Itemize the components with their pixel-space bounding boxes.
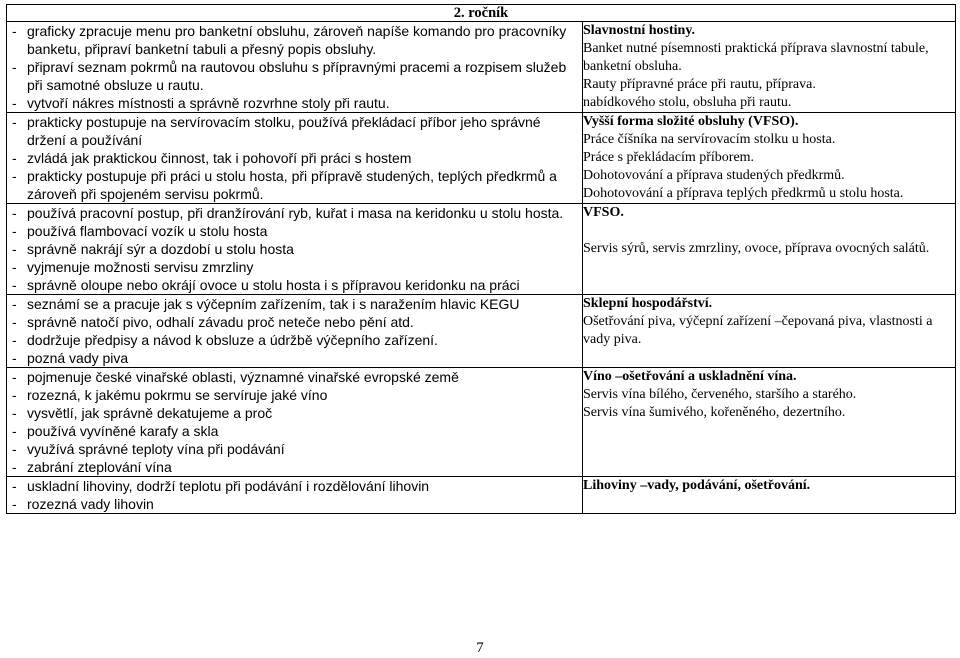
list-item: - vysvětlí, jak správně dekatujeme a proč xyxy=(7,404,582,422)
list-item: - zabrání zteplování vína xyxy=(7,458,582,476)
section-line: Práce s překládacím příborem. xyxy=(583,150,755,165)
left-section-1 xyxy=(7,22,583,113)
list-item: - používá pracovní postup, při dranžírování ryb, kuřat i masa na keridonku u stolu hosta. xyxy=(7,204,582,222)
list-item: - připraví seznam pokrmů na rautovou obsluhu s přípravnými pracemi a rozpisem služeb při samotné obsluze u rautu. xyxy=(7,58,582,94)
section-line: Ošetřování piva, výčepní zařízení –čepovaná piva, vlastnosti a vady piva. xyxy=(583,314,933,347)
right-section-2 xyxy=(583,113,956,204)
section-line: Rauty přípravné práce při rautu, příprava. xyxy=(583,77,816,92)
section-heading: Sklepní hospodářství. xyxy=(583,296,713,311)
list-item: - rozezná, k jakému pokrmu se servíruje jaké víno xyxy=(7,386,582,404)
section-line: Servis vína bílého, červeného, staršího a starého. xyxy=(583,387,857,402)
list-item: - uskladní lihoviny, dodrží teplotu při podávání i rozdělování lihovin xyxy=(7,477,582,495)
left-section-3 xyxy=(7,204,583,295)
list-item: - vyjmenuje možnosti servisu zmrzliny xyxy=(7,258,582,276)
section-line: Práce číšníka na servírovacím stolku u hosta. xyxy=(583,132,836,147)
section-line: Servis sýrů, servis zmrzliny, ovoce, příprava ovocných salátů. xyxy=(583,241,930,256)
list-item: - seznámí se a pracuje jak s výčepním zařízením, tak i s naražením hlavic KEGU xyxy=(7,295,582,313)
list-item: - pojmenuje české vinařské oblasti, významné vinařské evropské země xyxy=(7,368,582,386)
page-number: 7 xyxy=(476,640,484,656)
list-item: - dodržuje předpisy a návod k obsluze a údržbě výčepního zařízení. xyxy=(7,331,582,349)
list-item: - využívá správné teploty vína při podávání xyxy=(7,440,582,458)
section-line: Dohotovování a příprava teplých předkrmů u stolu hosta. xyxy=(583,186,904,201)
list-item: - správně nakrájí sýr a dozdobí u stolu hosta xyxy=(7,240,582,258)
section-line: Servis vína šumivého, kořeněného, dezertního. xyxy=(583,405,846,420)
section-heading: Víno –ošetřování a uskladnění vína. xyxy=(583,369,797,384)
list-item: - prakticky postupuje při práci u stolu hosta, při přípravě studených, teplých předkrmů a zároveň při spojeném servisu pokrmů. xyxy=(7,167,582,203)
right-section-5 xyxy=(583,368,956,477)
left-section-2 xyxy=(7,113,583,204)
right-section-6 xyxy=(583,477,956,514)
section-heading: Vyšší forma složité obsluhy (VFSO). xyxy=(583,114,799,129)
table-header-title: 2. ročník xyxy=(7,5,956,22)
section-line: nabídkového stolu, obsluha při rautu. xyxy=(583,95,792,110)
left-section-6 xyxy=(7,477,583,514)
list-item: - používá vyvíněné karafy a skla xyxy=(7,422,582,440)
list-item: - graficky zpracuje menu pro banketní obsluhu, zároveň napíše komando pro pracovníky banketu, připraví banketní tabuli a přesný popis obsluhy. xyxy=(7,22,582,58)
right-section-1 xyxy=(583,22,956,113)
left-section-5 xyxy=(7,368,583,477)
section-line: Dohotovování a příprava studených předkrmů. xyxy=(583,168,845,183)
list-item: - prakticky postupuje na servírovacím stolku, používá překládací příbor jeho správné držení a používání xyxy=(7,113,582,149)
left-section-4 xyxy=(7,295,583,368)
section-line: Banket nutné písemnosti praktická příprava slavnostní tabule, banketní obsluha. xyxy=(583,41,929,74)
section-heading: VFSO. xyxy=(583,205,624,220)
right-section-4 xyxy=(583,295,956,368)
section-heading: Lihoviny –vady, podávání, ošetřování. xyxy=(583,478,811,493)
list-item: - pozná vady piva xyxy=(7,349,582,367)
list-item: - správně oloupe nebo okrájí ovoce u stolu hosta i s přípravou keridonku na práci xyxy=(7,276,582,294)
list-item: - používá flambovací vozík u stolu hosta xyxy=(7,222,582,240)
list-item: - zvládá jak praktickou činnost, tak i pohovoří při práci s hostem xyxy=(7,149,582,167)
right-section-3 xyxy=(583,204,956,295)
section-line xyxy=(583,222,955,240)
list-item: - správně natočí pivo, odhalí závadu proč neteče nebo pění atd. xyxy=(7,313,582,331)
list-item: - vytvoří nákres místnosti a správně rozvrhne stoly při rautu. xyxy=(7,94,582,112)
list-item: - rozezná vady lihovin xyxy=(7,495,582,513)
section-heading: Slavnostní hostiny. xyxy=(583,23,696,38)
curriculum-table xyxy=(6,4,956,514)
